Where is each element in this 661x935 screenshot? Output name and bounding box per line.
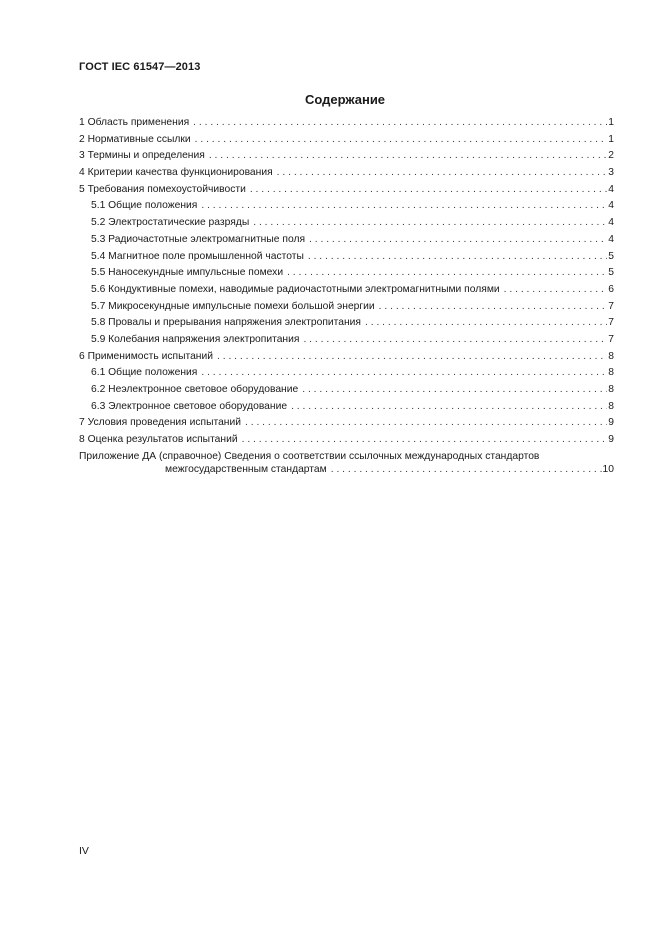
- toc-entry-page: 7: [608, 300, 614, 312]
- toc-leader-dots: [250, 182, 607, 199]
- toc-appendix-label-line1: Приложение ДА (справочное) Сведения о соответствии ссылочных международных стандартов: [79, 450, 540, 462]
- toc-leader-dots: [217, 349, 607, 366]
- toc-leader-dots: [201, 198, 607, 215]
- toc-entry-5-4[interactable]: [79, 249, 614, 266]
- toc-entry-3[interactable]: [79, 148, 614, 165]
- toc-entry-label: 1 Область применения: [79, 117, 190, 128]
- toc-leader-dots: [291, 399, 607, 416]
- toc-entry-label: 5.4 Магнитное поле промышленной частоты: [91, 250, 304, 262]
- toc-entry-label: 8 Оценка результатов испытаний: [79, 434, 238, 446]
- toc-entry-5-2[interactable]: [79, 215, 614, 232]
- toc-entry-2[interactable]: [79, 132, 614, 149]
- toc-entry-label: 5.1 Общие положения: [91, 200, 198, 212]
- toc-entry-label: 5 Требования помехоустойчивости: [79, 183, 246, 195]
- toc-entry-6[interactable]: [79, 349, 614, 366]
- document-code: ГОСТ IEC 61547—2013: [79, 61, 201, 73]
- table-of-contents: [79, 115, 614, 479]
- toc-entry-5-8[interactable]: [79, 315, 614, 332]
- toc-entry-8[interactable]: [79, 432, 614, 449]
- toc-leader-dots: [201, 365, 607, 382]
- toc-leader-dots: [303, 332, 607, 349]
- toc-leader-dots: [365, 315, 607, 332]
- toc-leader-dots: [331, 462, 602, 479]
- toc-entry-label: 5.7 Микросекундные импульсные помехи большой энергии: [91, 300, 375, 312]
- toc-entry-page: 10: [602, 464, 614, 476]
- toc-entry-5-1[interactable]: [79, 198, 614, 215]
- toc-entry-page: 1: [608, 117, 614, 128]
- toc-entry-page: 4: [608, 217, 614, 229]
- toc-entry-label: 6.3 Электронное световое оборудование: [91, 400, 288, 412]
- toc-leader-dots: [253, 215, 607, 232]
- toc-entry-label: 6.2 Неэлектронное световое оборудование: [91, 384, 299, 395]
- toc-entry-label: 5.8 Провалы и прерывания напряжения электропитания: [91, 317, 361, 329]
- toc-entry-page: 8: [608, 400, 614, 412]
- toc-leader-dots: [195, 132, 608, 149]
- toc-entry-page: 4: [608, 183, 614, 195]
- toc-entry-page: 5: [608, 250, 614, 262]
- toc-entry-page: 3: [608, 167, 614, 179]
- toc-entry-5-7[interactable]: [79, 299, 614, 316]
- toc-leader-dots: [302, 382, 607, 399]
- toc-leader-dots: [287, 265, 607, 282]
- toc-entry-5-6[interactable]: [79, 282, 614, 299]
- page-number: IV: [79, 845, 89, 857]
- toc-entry-label: 5.2 Электростатические разряды: [91, 217, 250, 229]
- toc-entry-5-9[interactable]: [79, 332, 614, 349]
- toc-entry-5-3[interactable]: [79, 232, 614, 249]
- toc-entry-1[interactable]: [79, 115, 614, 132]
- toc-entry-label: 5.6 Кондуктивные помехи, наводимые радиочастотными электромагнитными полями: [91, 283, 500, 295]
- toc-entry-page: 2: [608, 150, 614, 162]
- toc-entry-5[interactable]: [79, 182, 614, 199]
- toc-entry-page: 9: [608, 417, 614, 429]
- toc-entry-page: 1: [608, 133, 614, 145]
- toc-entry-6-1[interactable]: [79, 365, 614, 382]
- toc-leader-dots: [209, 148, 607, 165]
- toc-entry-label: 4 Критерии качества функционирования: [79, 167, 273, 179]
- toc-entry-6-3[interactable]: [79, 399, 614, 416]
- toc-leader-dots: [379, 299, 608, 316]
- toc-entry-label: 5.9 Колебания напряжения электропитания: [91, 333, 300, 345]
- toc-entry-label: 3 Термины и определения: [79, 150, 205, 162]
- toc-entry-label: 5.3 Радиочастотные электромагнитные поля: [91, 233, 306, 245]
- toc-entry-page: 7: [608, 317, 614, 329]
- toc-entry-label: 6 Применимость испытаний: [79, 350, 214, 362]
- toc-entry-label: 7 Условия проведения испытаний: [79, 417, 241, 429]
- toc-entry-page: 5: [608, 267, 614, 279]
- toc-entry-page: 4: [608, 200, 614, 212]
- toc-entry-6-2[interactable]: [79, 382, 614, 399]
- toc-leader-dots: [193, 115, 607, 132]
- toc-title: Содержание: [304, 92, 386, 107]
- toc-entry-page: 8: [608, 367, 614, 379]
- toc-entry-page: 7: [608, 333, 614, 345]
- toc-entry-page: 9: [608, 434, 614, 446]
- toc-leader-dots: [504, 282, 608, 299]
- toc-entry-5-5[interactable]: [79, 265, 614, 282]
- toc-entry-label: 2 Нормативные ссылки: [79, 133, 191, 145]
- toc-entry-label: 5.5 Наносекундные импульсные помехи: [91, 267, 284, 279]
- toc-appendix-label-line2: межгосударственным стандартам: [165, 464, 327, 476]
- toc-entry-page: 8: [608, 350, 614, 362]
- toc-leader-dots: [245, 415, 607, 432]
- toc-entry-page: 4: [608, 233, 614, 245]
- toc-leader-dots: [242, 432, 608, 449]
- toc-leader-dots: [277, 165, 608, 182]
- toc-entry-4[interactable]: [79, 165, 614, 182]
- toc-entry-page: 6: [608, 283, 614, 295]
- toc-entry-page: 8: [608, 384, 614, 395]
- toc-leader-dots: [308, 249, 607, 266]
- toc-leader-dots: [309, 232, 607, 249]
- toc-entry-7[interactable]: [79, 415, 614, 432]
- toc-entry-label: 6.1 Общие положения: [91, 367, 198, 379]
